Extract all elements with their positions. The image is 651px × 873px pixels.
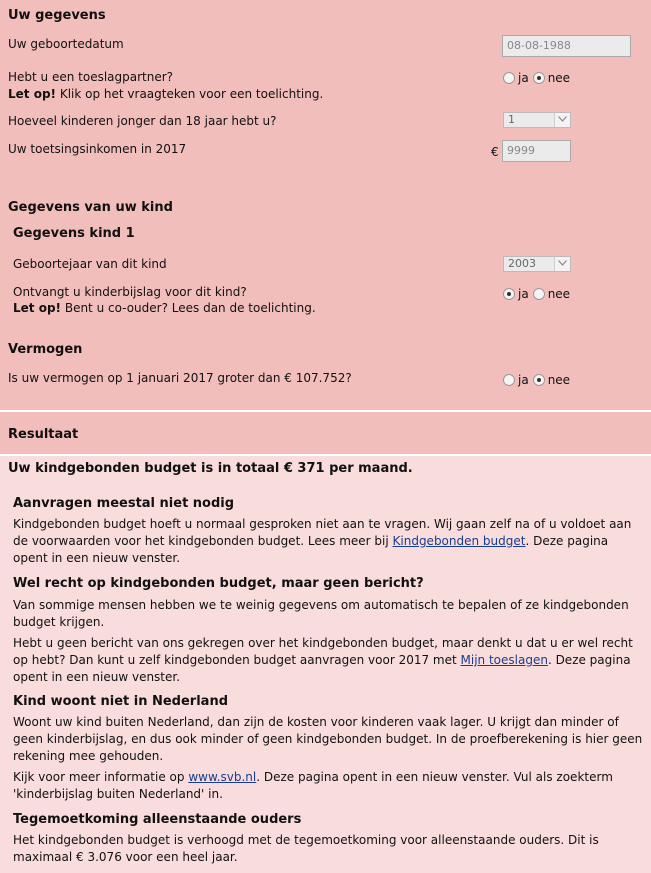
geboortedatum-label: Uw geboortedatum xyxy=(8,37,124,51)
kinderbijslag-note xyxy=(13,301,316,315)
result-section-title: Aanvragen meestal niet nodig xyxy=(13,496,235,511)
vermogen-nee-radio[interactable] xyxy=(533,374,545,386)
radio-label-nee: nee xyxy=(547,71,571,85)
toeslagpartner-nee-radio[interactable] xyxy=(533,72,545,84)
kinderbijslag-ja-radio[interactable] xyxy=(503,288,515,300)
kinderbijslag-nee-radio[interactable] xyxy=(533,288,545,300)
section-heading-kind: Gegevens van uw kind xyxy=(8,200,173,215)
kinderbijslag-note-text: Bent u co-ouder? Lees dan de toelichting. xyxy=(61,301,316,315)
let-op-label: Let op! xyxy=(8,87,57,101)
paragraph-text: . Deze pagina opent in een nieuw venster. xyxy=(13,534,609,565)
toeslagpartner-note-text: Klik op het vraagteken voor een toelichting. xyxy=(56,87,324,101)
kinderbijslag-radio-group xyxy=(503,287,570,301)
result-header-bar xyxy=(0,412,651,454)
mijn-toeslagen-link[interactable]: Mijn toeslagen xyxy=(460,653,548,667)
inkomen-input[interactable]: 9999 xyxy=(502,140,571,162)
kindgebonden-budget-link[interactable]: Kindgebonden budget xyxy=(392,534,526,548)
radio-label-ja: ja xyxy=(518,287,529,301)
radio-label-nee: nee xyxy=(547,287,571,301)
kinderen-label: Hoeveel kinderen jonger dan 18 jaar hebt u? xyxy=(8,114,277,128)
kinderbijslag-label: Ontvangt u kinderbijslag voor dit kind? xyxy=(13,285,247,299)
paragraph-text: Kijk voor meer informatie op xyxy=(13,770,189,784)
paragraph-text: Kindgebonden budget hoeft u normaal gesproken niet aan te vragen. Wij gaan zelf na of u voldoet aan de voorwaarden voor het kindgebonden budget. Lees meer bij xyxy=(13,517,632,548)
result-summary: Uw kindgebonden budget is in totaal € 371 per maand. xyxy=(8,461,413,476)
geboortedatum-input[interactable]: 08-08-1988 xyxy=(502,35,631,57)
geboortejaar-label: Geboortejaar van dit kind xyxy=(13,257,167,271)
kinderen-select[interactable] xyxy=(503,112,571,128)
kinderen-select-value: 1 xyxy=(508,113,515,126)
result-section-body: Van sommige mensen hebben we te weinig gegevens om automatisch te bepalen of ze kindgebonden budget krijgen. xyxy=(13,598,629,629)
let-op-label: Let op! xyxy=(13,301,62,315)
geboortejaar-select-value: 2003 xyxy=(508,257,536,270)
radio-label-nee: nee xyxy=(547,373,571,387)
result-section-title: Tegemoetkoming alleenstaande ouders xyxy=(13,812,302,827)
result-section-body xyxy=(13,769,645,803)
vermogen-ja-radio[interactable] xyxy=(503,374,515,386)
result-section-title: Kind woont niet in Nederland xyxy=(13,694,229,709)
inkomen-label: Uw toetsingsinkomen in 2017 xyxy=(8,142,187,156)
result-section-body xyxy=(13,635,645,686)
radio-label-ja: ja xyxy=(518,71,529,85)
toeslagpartner-ja-radio[interactable] xyxy=(503,72,515,84)
paragraph-text: Hebt u geen bericht van ons gekregen over het kindgebonden budget, maar denkt u dat u er wel recht op hebt? Dan kunt u zelf kindgebonden budget aanvragen voor 2017 met xyxy=(13,636,633,667)
toeslagpartner-note xyxy=(8,87,323,101)
toeslagpartner-label: Hebt u een toeslagpartner? xyxy=(8,70,174,84)
radio-label-ja: ja xyxy=(518,373,529,387)
result-section-title: Wel recht op kindgebonden budget, maar geen bericht? xyxy=(13,576,424,591)
divider xyxy=(0,454,651,456)
geboortejaar-select[interactable] xyxy=(503,256,571,272)
result-section-body xyxy=(13,516,645,567)
result-section-body: Het kindgebonden budget is verhoogd met de tegemoetkoming voor alleenstaande ouders. Dit is maximaal € 3.076 voor een heel jaar. xyxy=(13,833,599,864)
vermogen-label: Is uw vermogen op 1 januari 2017 groter dan € 107.752? xyxy=(8,371,352,385)
euro-sign: € xyxy=(491,145,499,159)
svb-link[interactable]: www.svb.nl xyxy=(188,770,257,784)
subheading-kind-1: Gegevens kind 1 xyxy=(13,226,135,241)
paragraph-text: . Deze pagina opent in een nieuw venster. Vul als zoekterm 'kinderbijslag buiten Nederland' in. xyxy=(13,770,613,801)
paragraph-text: . Deze pagina opent in een nieuw venster. xyxy=(13,653,631,684)
section-heading-resultaat: Resultaat xyxy=(8,427,79,442)
toeslagpartner-radio-group xyxy=(503,71,570,85)
section-heading-uw-gegevens: Uw gegevens xyxy=(8,8,106,23)
result-section-body: Woont uw kind buiten Nederland, dan zijn de kosten voor kinderen vaak lager. U krijgt dan minder of geen kinderbijslag, en dus ook minder of geen kindgebonden budget. In de proefberekening is hier geen rekening mee gehouden. xyxy=(13,715,643,763)
section-heading-vermogen: Vermogen xyxy=(8,342,83,357)
chevron-down-icon xyxy=(554,257,570,271)
vermogen-radio-group xyxy=(503,373,570,387)
chevron-down-icon xyxy=(554,113,570,127)
